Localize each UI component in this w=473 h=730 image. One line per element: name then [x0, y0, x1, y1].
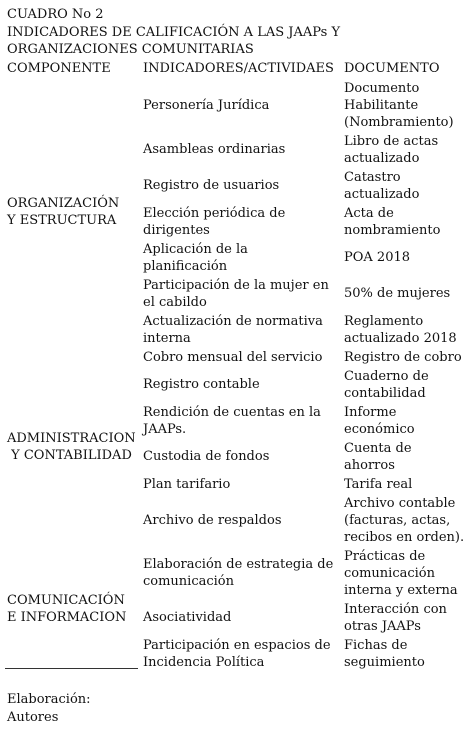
- indicator-cell: Registro de usuarios: [143, 178, 280, 193]
- document-cell: Fichas de seguimiento: [344, 638, 425, 670]
- indicator-cell: Participación de la mujer en el cabildo: [143, 278, 329, 310]
- header-componente: COMPONENTE: [7, 61, 111, 76]
- indicator-cell: Asambleas ordinarias: [143, 142, 286, 157]
- document-cell: Interacción con otras JAAPs: [344, 602, 447, 634]
- indicator-cell: Actualización de normativa interna: [143, 314, 323, 346]
- indicator-cell: Asociatividad: [143, 610, 232, 625]
- table-title-line-2: ORGANIZACIONES COMUNITARIAS: [7, 42, 254, 57]
- indicator-cell: Custodia de fondos: [143, 449, 270, 464]
- document-cell: Tarifa real: [344, 477, 413, 492]
- indicator-cell: Elaboración de estrategia de comunicación: [143, 557, 334, 589]
- document-cell: POA 2018: [344, 250, 411, 265]
- table-title-line-1: INDICADORES DE CALIFICACIÓN A LAS JAAPs Y: [7, 25, 341, 40]
- document-cell: 50% de mujeres: [344, 286, 451, 301]
- document-cell: Archivo contable (facturas, actas, recibos en orden).: [344, 496, 465, 545]
- indicator-cell: Aplicación de la planificación: [143, 242, 248, 274]
- document-cell: Informe económico: [344, 405, 415, 437]
- component-organizacion: ORGANIZACIÓN Y ESTRUCTURA: [7, 196, 120, 228]
- document-cell: Acta de nombramiento: [344, 206, 441, 238]
- header-documento: DOCUMENTO: [344, 61, 440, 76]
- component-administracion: ADMINISTRACION Y CONTABILIDAD: [7, 431, 136, 463]
- indicator-cell: Personería Jurídica: [143, 98, 270, 113]
- document-cell: Libro de actas actualizado: [344, 134, 439, 166]
- indicator-cell: Rendición de cuentas en la JAAPs.: [143, 405, 321, 437]
- indicator-cell: Plan tarifario: [143, 477, 231, 492]
- document-cell: Prácticas de comunicación interna y externa: [344, 549, 458, 598]
- component-comunicacion: COMUNICACIÓN E INFORMACION: [7, 593, 127, 625]
- document-cell: Reglamento actualizado 2018: [344, 314, 457, 346]
- indicator-cell: Registro contable: [143, 377, 260, 392]
- table-number: CUADRO No 2: [7, 7, 104, 22]
- footer-elaboracion: Elaboración:: [7, 692, 91, 707]
- indicator-cell: Cobro mensual del servicio: [143, 350, 323, 365]
- indicator-cell: Archivo de respaldos: [143, 513, 282, 528]
- footer-autores: Autores: [7, 710, 59, 725]
- document-cell: Documento Habilitante (Nombramiento): [344, 81, 454, 130]
- indicator-cell: Participación en espacios de Incidencia Política: [143, 638, 331, 670]
- document-cell: Cuaderno de contabilidad: [344, 369, 429, 401]
- document-cell: Registro de cobro: [344, 350, 462, 365]
- document-cell: Catastro actualizado: [344, 170, 420, 202]
- indicator-cell: Elección periódica de dirigentes: [143, 206, 286, 238]
- table-bottom-rule: [5, 668, 138, 669]
- header-indicadores: INDICADORES/ACTIVIDAES: [143, 61, 334, 76]
- document-cell: Cuenta de ahorros: [344, 441, 412, 473]
